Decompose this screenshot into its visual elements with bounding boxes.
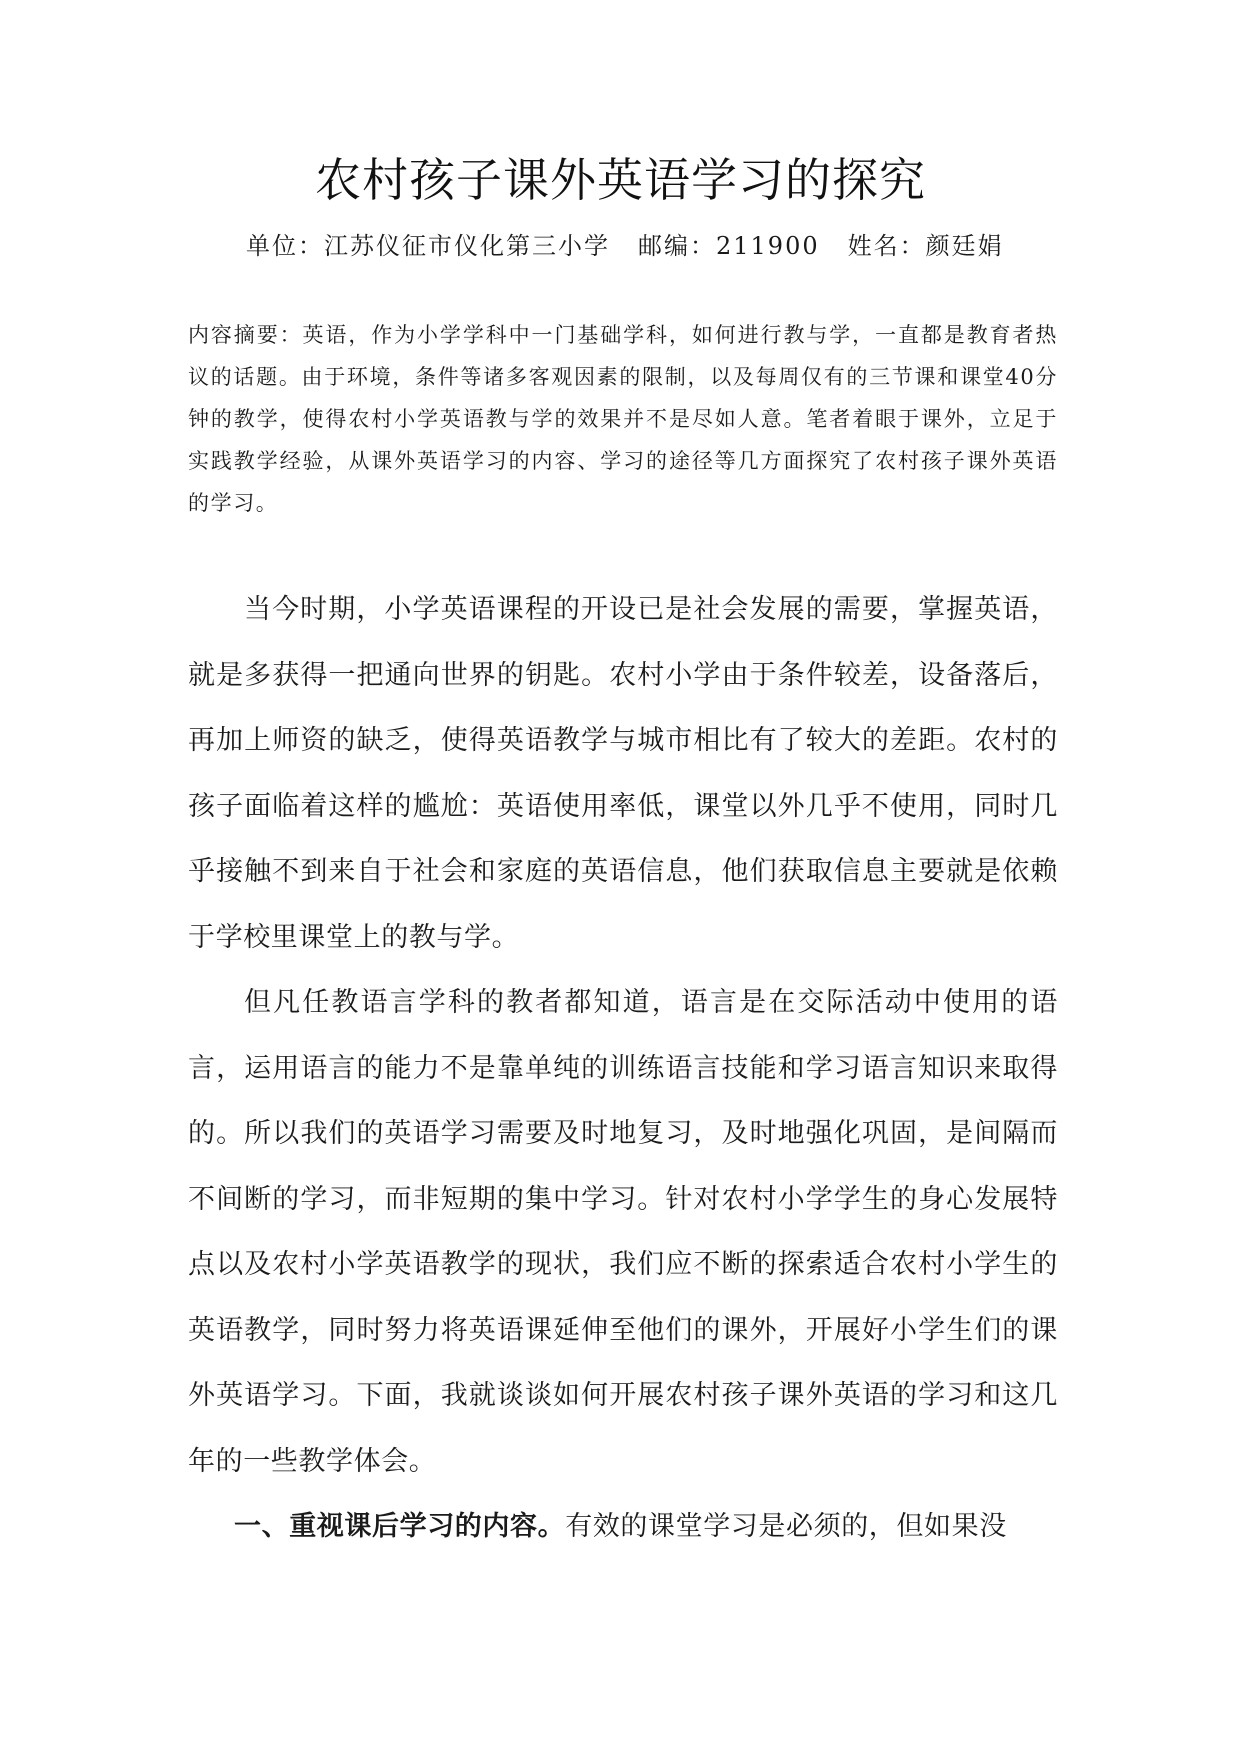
paragraph-2: 但凡任教语言学科的教者都知道，语言是在交际活动中使用的语言，运用语言的能力不是靠单纯的训练语言技能和学习语言知识来取得的。所以我们的英语学习需要及时地复习，及时地强化巩固，是间隔而不间断的学习，而非短期的集中学习。针对农村小学学生的身心发展特点以及农村小学英语教学的现状，我们应不断的探索适合农村小学生的英语教学，同时努力将英语课延伸至他们的课外，开展好小学生们的课外英语学习。下面，我就谈谈如何开展农村孩子课外英语的学习和这几年的一些教学体会。: [188, 987, 1058, 1477]
byline-postcode: 邮编：211900: [638, 232, 820, 260]
section-one-text: 有效的课堂学习是必须的，但如果没: [565, 1511, 1007, 1542]
section-one-heading: 一、重视课后学习的内容。: [234, 1511, 566, 1542]
byline-unit: 单位：江苏仪征市仪化第三小学: [246, 232, 610, 260]
author-byline: [246, 226, 1004, 266]
document-title: 农村孩子课外英语学习的探究: [315, 153, 926, 207]
abstract: 内容摘要：英语，作为小学学科中一门基础学科，如何进行教与学，一直都是教育者热议的话题。由于环境，条件等诸多客观因素的限制，以及每周仅有的三节课和课堂40分钟的教学，使得农村小学英语教与学的效果并不是尽如人意。笔者着眼于课外，立足于实践教学经验，从课外英语学习的内容、学习的途径等几方面探究了农村孩子课外英语的学习。: [188, 323, 1058, 515]
body-text: [188, 577, 1058, 1560]
paragraph-1: 当今时期，小学英语课程的开设已是社会发展的需要，掌握英语，就是多获得一把通向世界的钥匙。农村小学由于条件较差，设备落后，再加上师资的缺乏，使得英语教学与城市相比有了较大的差距。农村的孩子面临着这样的尴尬：英语使用率低，课堂以外几乎不使用，同时几乎接触不到来自于社会和家庭的英语信息，他们获取信息主要就是依赖于学校里课堂上的教与学。: [188, 594, 1058, 953]
paragraph-section-one: [188, 1494, 1058, 1560]
byline-name: 姓名：颜廷娟: [847, 232, 1004, 260]
